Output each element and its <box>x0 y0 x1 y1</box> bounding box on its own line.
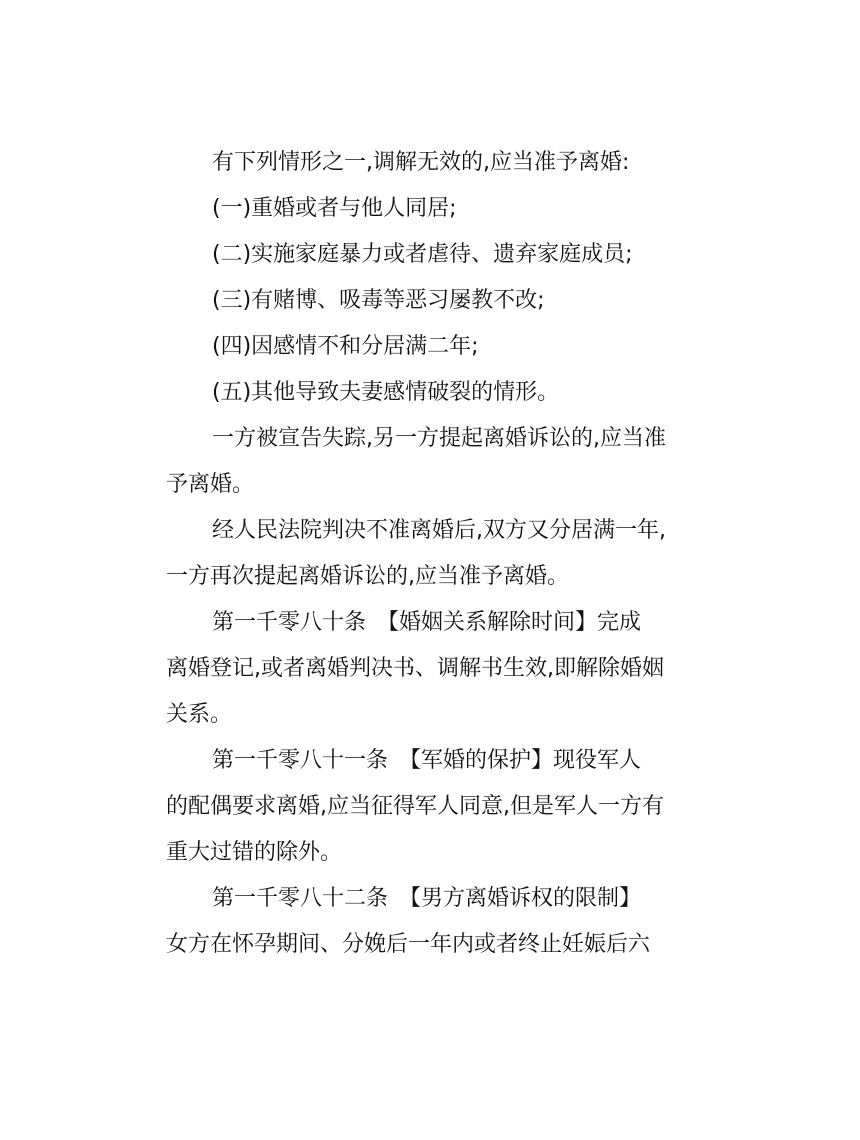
text-line: (一)重婚或者与他人同居; <box>212 196 457 221</box>
text-line: 一方被宣告失踪,另一方提起离婚诉讼的,应当准 <box>212 426 666 451</box>
text-line: 经人民法院判决不准离婚后,双方又分居满一年, <box>212 518 666 543</box>
text-line: (二)实施家庭暴力或者虐待、遗弃家庭成员; <box>212 242 633 267</box>
document-body <box>166 140 696 968</box>
text-line: 离婚登记,或者离婚判决书、调解书生效,即解除婚姻 <box>166 656 664 681</box>
text-line: 第一千零八十一条 【军婚的保护】现役军人 <box>212 748 642 773</box>
text-line: 关系。 <box>166 702 233 727</box>
text-line: 女方在怀孕期间、分娩后一年内或者终止妊娠后六 <box>166 932 651 957</box>
text-line: (四)因感情不和分居满二年; <box>212 334 479 359</box>
text-line: 一方再次提起离婚诉讼的,应当准予离婚。 <box>166 564 569 589</box>
text-line: 第一千零八十二条 【男方离婚诉权的限制】 <box>212 886 642 911</box>
text-line: (五)其他导致夫妻感情破裂的情形。 <box>212 380 560 405</box>
text-line: 有下列情形之一,调解无效的,应当准予离婚: <box>212 150 630 175</box>
text-line: 予离婚。 <box>166 472 255 497</box>
text-line: (三)有赌博、吸毒等恶习屡教不改; <box>212 288 545 313</box>
text-line: 重大过错的除外。 <box>166 840 343 865</box>
text-line: 的配偶要求离婚,应当征得军人同意,但是军人一方有 <box>166 794 664 819</box>
text-line: 第一千零八十条 【婚姻关系解除时间】完成 <box>212 610 642 635</box>
